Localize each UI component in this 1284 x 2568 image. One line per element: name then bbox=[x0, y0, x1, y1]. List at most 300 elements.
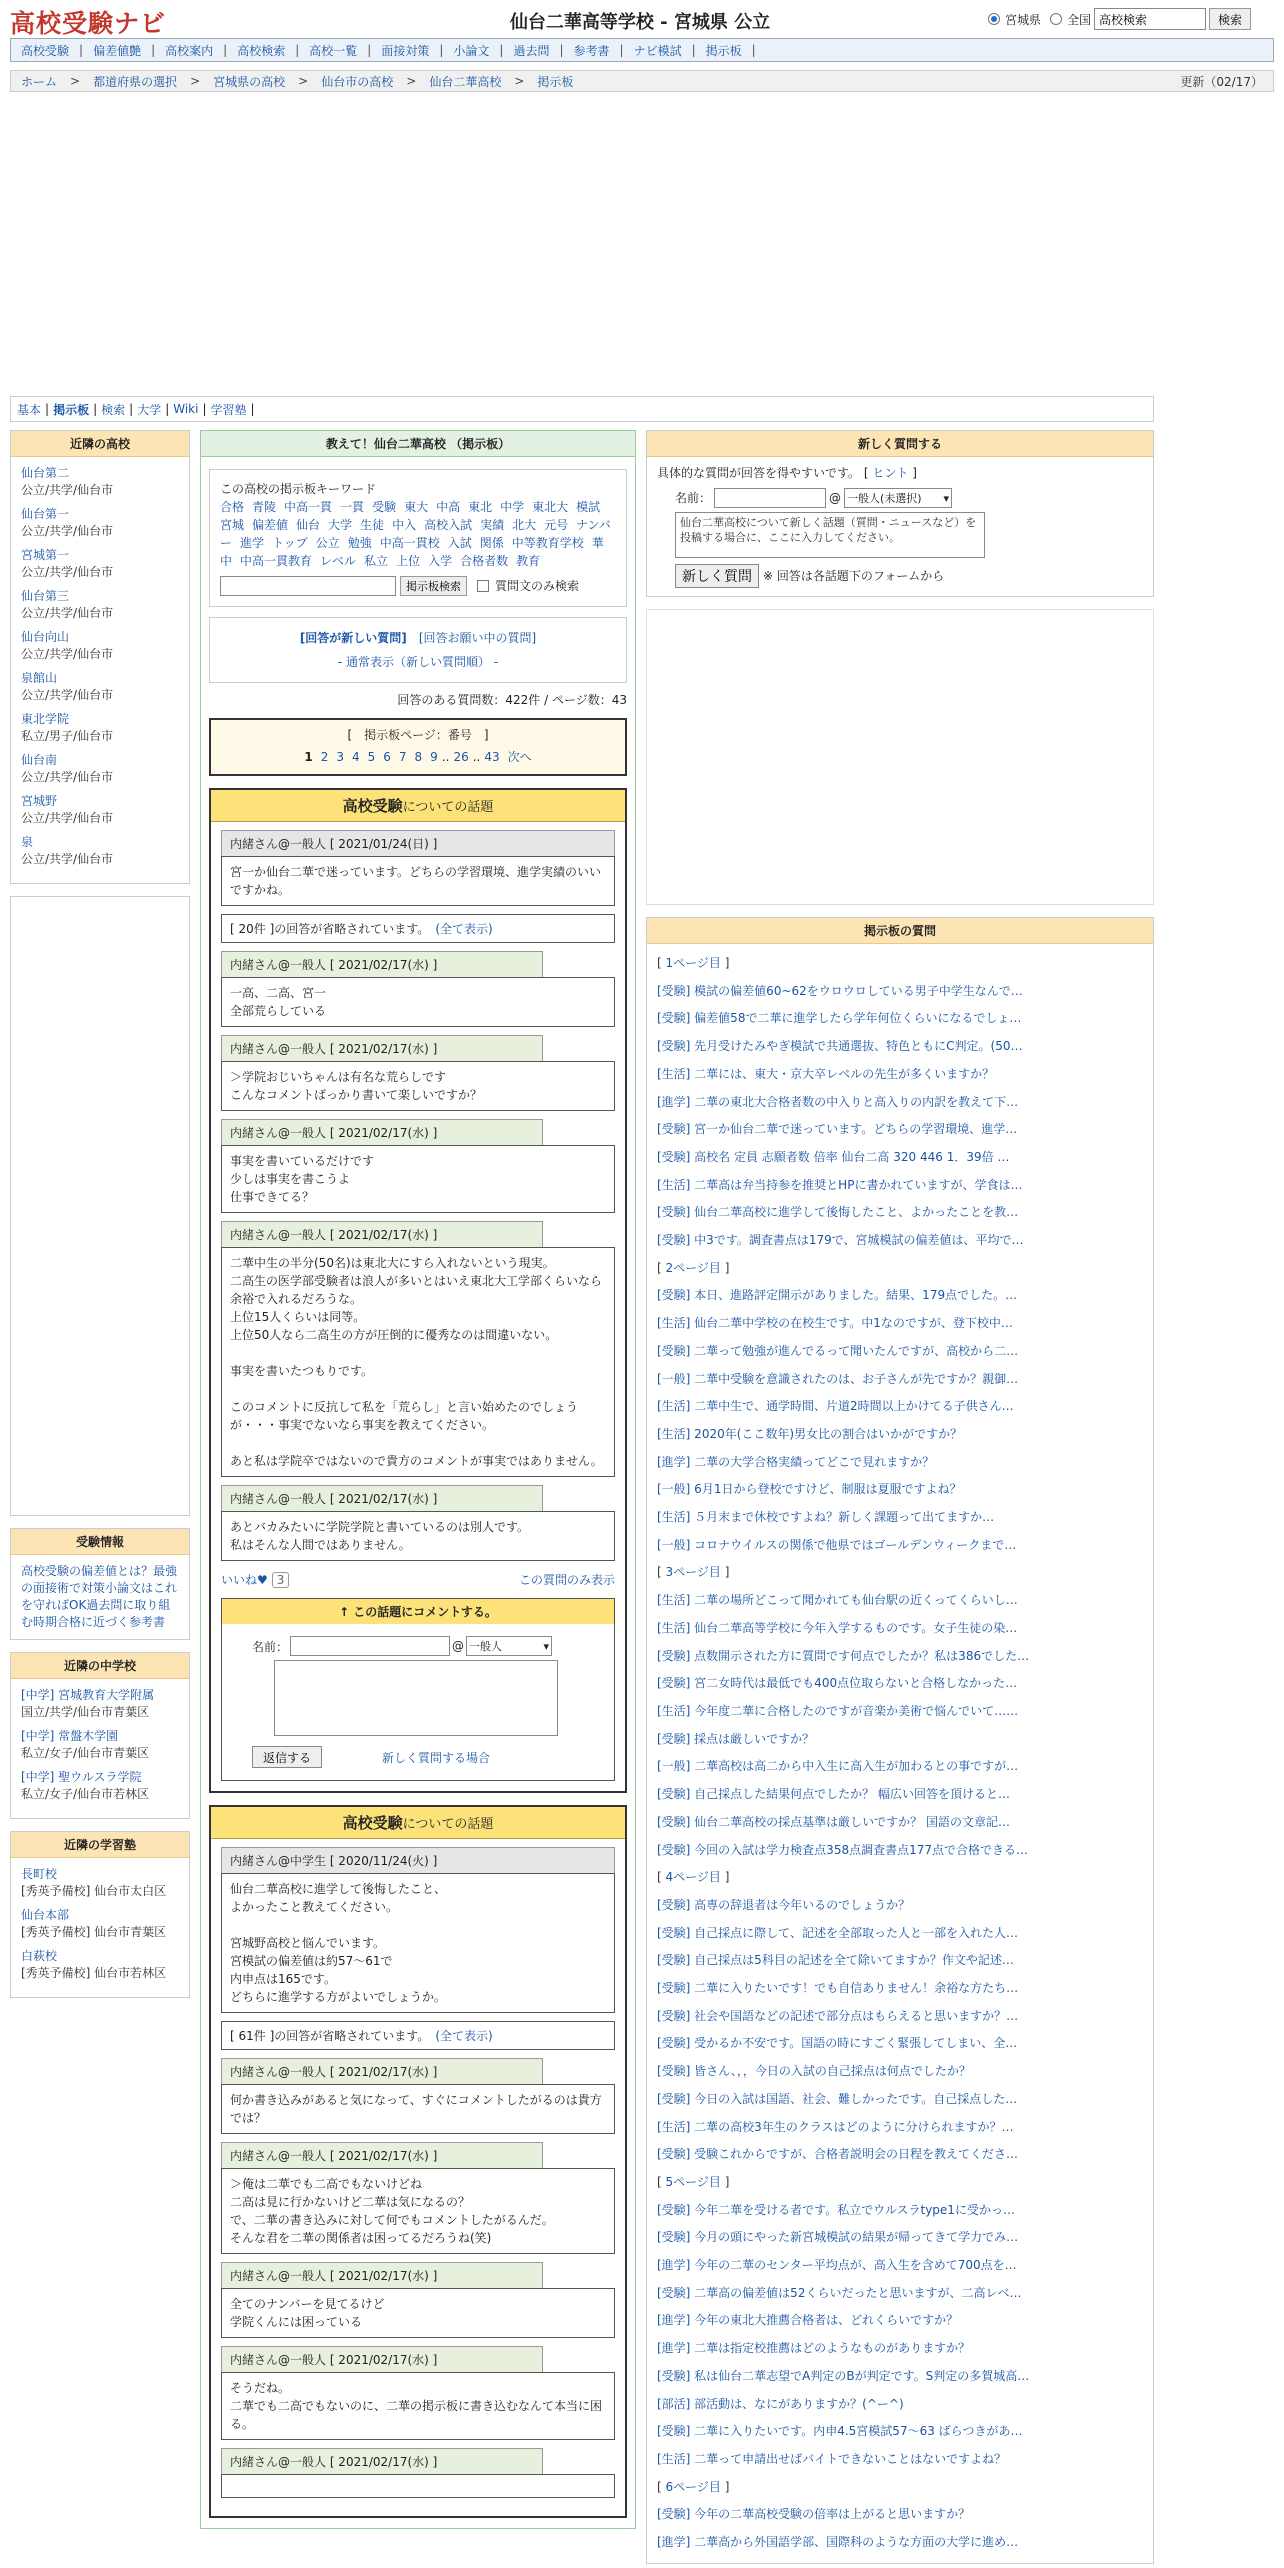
keyword-link[interactable]: 合格者数 bbox=[460, 554, 509, 568]
omitted-text: [ 61件 ]の回答が省略されています。 bbox=[230, 2029, 424, 2043]
post-header: 内緒さん@中学生 [ 2020/11/24(火) ] bbox=[221, 1847, 615, 1873]
near-juku-name[interactable]: 白萩校 bbox=[21, 1949, 58, 1963]
question-link[interactable]: [受験] 中3です。調査書点は179で、宮城模試の偏差値は、平均で… bbox=[657, 1233, 1024, 1248]
exam-info-link[interactable]: 合格に近づく参考書 bbox=[57, 1615, 166, 1629]
question-link[interactable]: [進学] 今年の二華のセンター平均点が、高入生を含めて700点を… bbox=[657, 2258, 1017, 2273]
first-post bbox=[221, 830, 615, 906]
tab-item[interactable]: 掲示板 bbox=[53, 402, 90, 417]
question-link[interactable]: [生活] 二華の場所どこって聞かれても仙台駅の近くってくらいし… bbox=[657, 1593, 1018, 1608]
question-link[interactable]: [生活] 二華高は弁当持参を推奨とHPに書かれていますが、学食は… bbox=[657, 1177, 1023, 1192]
tab-item[interactable]: 基本 bbox=[17, 402, 42, 417]
keyword-link[interactable]: レベル bbox=[320, 554, 357, 568]
keyword-link[interactable]: 大学 bbox=[328, 518, 353, 532]
separator: | bbox=[439, 43, 444, 57]
show-this-question[interactable]: この質問のみ表示 bbox=[518, 1573, 615, 1587]
keyword-link[interactable]: 受験 bbox=[372, 500, 397, 514]
comment-role-select[interactable]: 一般人 ▾ bbox=[466, 1636, 552, 1656]
question-link[interactable]: [受験] 今回の入試は学力検査点358点調査書点177点で合格できる… bbox=[657, 1842, 1028, 1857]
post-body: ＞俺は二華でも二高でもないけどね 二高は見に行かないけど二華は気になるの？ で、二華の書き込みに対して何でもコメントしたがるんだ。 そんな君を二華の関係者は困ってるだろうね(笑) bbox=[221, 2168, 615, 2254]
tab-item[interactable]: 学習塾 bbox=[210, 402, 247, 417]
keyword-link[interactable]: 勉強 bbox=[347, 536, 372, 550]
post-body: 仙台二華高校に進学して後悔したこと、 よかったこと教えてください。 宮城野高校と悩んでいます。 宮模試の偏差値は約57～61で 内申点は165です。 どちらに進学する方がよいでしょうか。 bbox=[221, 1873, 615, 2013]
keyword-link[interactable]: 宮城 bbox=[220, 518, 245, 532]
reply-post bbox=[221, 2142, 615, 2254]
near-jhs bbox=[21, 1728, 179, 1762]
separator: | bbox=[79, 43, 84, 57]
page-heading-link[interactable]: 5ページ目 bbox=[665, 2174, 721, 2189]
page-heading-link[interactable]: 2ページ目 bbox=[665, 1260, 721, 1275]
near-school bbox=[21, 793, 179, 827]
near-juku-title: 近隣の学習塾 bbox=[11, 1832, 189, 1858]
question-link[interactable]: [受験] 自己採点に際して、記述を全部取った人と一部を入れた人… bbox=[657, 1925, 1018, 1940]
question-link[interactable]: [進学] 二華の大学合格実績ってどこで見れますか？ bbox=[657, 1454, 935, 1469]
nav-item[interactable]: 小論文 bbox=[453, 43, 490, 58]
keyword-label: この高校の掲示板キーワード bbox=[220, 482, 377, 496]
question-link[interactable]: [部活] 部活動は、なにがありますか？(^ー^) bbox=[657, 2396, 904, 2411]
page-link[interactable]: 5 bbox=[367, 750, 376, 764]
question-only-checkbox[interactable] bbox=[477, 580, 489, 592]
near-school-name[interactable]: 宮城第一 bbox=[21, 548, 70, 562]
near-jhs bbox=[21, 1687, 179, 1721]
comment-form bbox=[221, 1598, 615, 1781]
radio-all[interactable] bbox=[1050, 13, 1062, 25]
near-school-name[interactable]: 宮城野 bbox=[21, 794, 58, 808]
new-question-link[interactable]: 新しく質問する場合 bbox=[382, 1750, 491, 1765]
near-jhs bbox=[21, 1769, 179, 1803]
post-body: 事実を書いているだけです 少しは事実を書こうよ 仕事できてる？ bbox=[221, 1145, 615, 1213]
question-link[interactable]: [受験] 受かるか不安です。国語の時にすごく緊張してしまい、全… bbox=[657, 2036, 1018, 2051]
question-link[interactable]: [受験] 今年の二華高校受験の倍率は上がると思いますか？ bbox=[657, 2507, 971, 2522]
near-school bbox=[21, 465, 179, 499]
search-button[interactable]: 検索 bbox=[1209, 8, 1251, 30]
question-link[interactable]: [受験] 高校名 定員 志願者数 倍率 仙台二高 320 446 1．39倍 … bbox=[657, 1149, 1010, 1164]
keyword-link[interactable]: 高校入試 bbox=[424, 518, 473, 532]
keyword-link[interactable]: 元号 bbox=[544, 518, 569, 532]
like-count: 3 bbox=[272, 1572, 290, 1588]
pager-title: [ 掲示板ページ：番号 ] bbox=[347, 728, 489, 742]
question-link[interactable]: [受験] 宮二女時代は最低でも400点位取らないと合格しなかった… bbox=[657, 1676, 1018, 1691]
sort-options bbox=[209, 617, 627, 683]
exam-info-title: 受験情報 bbox=[11, 1529, 189, 1555]
question-link[interactable]: [受験] 受験これからですが、合格者説明会の日程を教えてくださ… bbox=[657, 2147, 1019, 2162]
near-school-name[interactable]: 仙台南 bbox=[21, 753, 58, 767]
question-page-heading: [ 5ページ目 ] bbox=[657, 2174, 730, 2189]
question-count: 回答のある質問数：422件 / ページ数：43 bbox=[397, 693, 627, 707]
question-link[interactable]: [受験] 先月受けたみやぎ模試で共通選抜、特色ともにC判定。(50… bbox=[657, 1039, 1023, 1054]
show-all-link[interactable]: (全て表示) bbox=[435, 2029, 493, 2043]
page-link[interactable]: 9 bbox=[430, 750, 438, 764]
question-link[interactable]: [受験] 社会や国語などの記述で部分点はもらえると思いますか？… bbox=[657, 2008, 1019, 2023]
page-title: 仙台二華高等学校 - 宮城県 公立 bbox=[509, 12, 771, 33]
pager-ellipsis: .. bbox=[472, 750, 481, 764]
question-page-heading: [ 3ページ目 ] bbox=[657, 1565, 730, 1580]
question-link[interactable]: [受験] 私は仙台二華志望でA判定のBが判定です。S判定の多賀城高… bbox=[657, 2368, 1030, 2383]
near-school bbox=[21, 711, 179, 745]
keyword-link[interactable]: 華中 bbox=[220, 536, 604, 568]
near-juku bbox=[21, 1866, 179, 1900]
keyword-link[interactable]: 入試 bbox=[447, 536, 472, 550]
post-header: 内緒さん@一般人 [ 2021/02/17(水) ] bbox=[221, 2058, 543, 2084]
school-search-input[interactable] bbox=[1094, 8, 1206, 30]
nav-item[interactable]: 面接対策 bbox=[381, 43, 430, 58]
question-link[interactable]: [生活] 仙台二華高等学校に今年入学するものです。女子生徒の染… bbox=[657, 1620, 1018, 1635]
post-body: 二華中生の半分(50名)は東北大にすら入れないという現実。 二高生の医学部受験者は浪人が多いとはいえ東北大工学部くらいなら余裕で入れるだろうな。 上位15人くらいは同等。 上位50人なら二高生の方が圧倒的に優秀なのは間違いない。 事実を書いたつもりです。 このコメントに反抗して私を「荒らし」と言い始めたのでしょうが・・・事実でないなら事実を教えてください。 あと私は学院卒ではないので貴方のコメントが事実ではありません。 bbox=[221, 1247, 615, 1477]
global-nav bbox=[10, 38, 1274, 62]
keyword-link[interactable]: 北大 bbox=[512, 518, 537, 532]
question-link[interactable]: [受験] 二華に入りたいです。内申4.5宮模試57～63 ばらつきがあ… bbox=[657, 2424, 1023, 2439]
post-body: ＞学院おじいちゃんは有名な荒らしです こんなコメントばっかり書いて楽しいですか？ bbox=[221, 1061, 615, 1111]
near-schools-panel bbox=[10, 430, 190, 884]
post-header: 内緒さん@一般人 [ 2021/02/17(水) ] bbox=[221, 1485, 543, 1511]
question-link[interactable]: [生活] 仙台二華中学校の在校生です。中1なのですが、登下校中… bbox=[657, 1316, 1013, 1331]
keyword-link[interactable]: 教育 bbox=[516, 554, 541, 568]
keyword-link[interactable]: 中高一貫 bbox=[284, 500, 333, 514]
page-link[interactable]: 次へ bbox=[507, 750, 532, 764]
chevron-down-icon: ▾ bbox=[543, 1639, 550, 1653]
separator: | bbox=[129, 402, 134, 416]
board-search-input[interactable] bbox=[220, 576, 396, 596]
separator: | bbox=[45, 402, 50, 416]
separator: | bbox=[165, 402, 170, 416]
near-school-sub: 公立/共学/仙台市 bbox=[21, 811, 114, 825]
keyword-link[interactable]: 中高 bbox=[436, 500, 461, 514]
near-jhs-name[interactable]: [中学] 聖ウルスラ学院 bbox=[21, 1770, 142, 1784]
ad-space bbox=[646, 609, 1154, 905]
comment-name-input[interactable] bbox=[290, 1636, 450, 1656]
near-school-sub: 私立/男子/仙台市 bbox=[21, 729, 114, 743]
keyword-link[interactable]: 偏差値 bbox=[252, 518, 289, 532]
name-label: 名前： bbox=[675, 490, 712, 505]
reply-post bbox=[221, 2448, 615, 2498]
school-tabs bbox=[10, 396, 1154, 422]
name-label: 名前： bbox=[252, 1639, 289, 1654]
keyword-link[interactable]: 私立 bbox=[364, 554, 389, 568]
question-link[interactable]: [受験] 採点は厳しいですか？ bbox=[657, 1731, 815, 1746]
separator: > bbox=[190, 74, 201, 88]
nav-item[interactable]: 高校一覧 bbox=[309, 43, 358, 58]
updated-date: 更新（02/17） bbox=[1180, 74, 1263, 89]
near-school-name[interactable]: 仙台第二 bbox=[21, 466, 70, 480]
question-link[interactable]: [生活] ５月末まで休校ですよね？新しく課題って出てますか… bbox=[657, 1510, 995, 1525]
near-jhs-title: 近隣の中学校 bbox=[11, 1653, 189, 1679]
omitted-notice bbox=[221, 914, 615, 943]
near-school-name[interactable]: 東北学院 bbox=[21, 712, 70, 726]
new-question-panel: 新しく質問する 具体的な質問が回答を得やすいです。 [ ヒント ] 名前： @ 一般人(未選択) ▾ 仙台二華高校について新しく話題（質問・ニュースなど）を投稿する場合に、ここに入力してください。 新しく質問 ※ 回答は各話題下のフォームから bbox=[646, 430, 1154, 597]
site-logo[interactable]: 高校受験ナビ bbox=[10, 9, 167, 38]
question-link[interactable]: [受験] 二華高の偏差値は52くらいだったと思いますが、二高レベ… bbox=[657, 2285, 1022, 2300]
question-link[interactable]: [生活] 二華って申請出せばバイトできないことはないですよね？ bbox=[657, 2451, 1007, 2466]
near-school-name[interactable]: 仙台向山 bbox=[21, 630, 70, 644]
hint-link[interactable]: ヒント bbox=[872, 466, 909, 480]
breadcrumb bbox=[10, 70, 1274, 92]
question-link[interactable]: [一般] 6月1日から登校ですけど、制服は夏服ですよね？ bbox=[657, 1482, 962, 1497]
exam-info-link[interactable]: 小論文はこれを守ればOK bbox=[21, 1581, 178, 1612]
topic-suffix: についての話題 bbox=[402, 1817, 494, 1832]
reply-post bbox=[221, 951, 615, 1027]
reply-post bbox=[221, 2262, 615, 2338]
page-link[interactable]: 1 bbox=[304, 750, 313, 764]
question-list-title: 掲示板の質問 bbox=[647, 918, 1153, 944]
question-link[interactable]: [受験] 自己採点は5科目の記述を全て除いてますか？作文や記述… bbox=[657, 1953, 1014, 1968]
reply-post bbox=[221, 1035, 615, 1111]
nav-item[interactable]: 高校受験 bbox=[21, 43, 70, 58]
near-jhs-name[interactable]: [中学] 宮城教育大学附属 bbox=[21, 1688, 155, 1702]
post-body: 宮一か仙台二華で迷っています。どちらの学習環境、進学実績のいいですかね。 bbox=[221, 856, 615, 906]
question-link[interactable]: [生活] 2020年(ここ数年)男女比の割合はいかがですか？ bbox=[657, 1426, 963, 1441]
near-juku-sub: [秀英予備校] 仙台市太白区 bbox=[21, 1884, 167, 1898]
near-school-sub: 公立/共学/仙台市 bbox=[21, 606, 114, 620]
near-school bbox=[21, 506, 179, 540]
breadcrumb-item[interactable]: 掲示板 bbox=[537, 74, 574, 89]
keyword-link[interactable]: 入学 bbox=[428, 554, 453, 568]
separator: | bbox=[499, 43, 504, 57]
like-button[interactable]: いいね♥ bbox=[221, 1573, 268, 1587]
keyword-link[interactable]: 一貫 bbox=[340, 500, 365, 514]
breadcrumb-item[interactable]: 仙台二華高校 bbox=[429, 74, 502, 89]
topic-header bbox=[211, 1807, 625, 1839]
board-search bbox=[220, 576, 616, 596]
new-question-desc: 具体的な質問が回答を得やすいです。 bbox=[657, 466, 861, 480]
near-schools-title: 近隣の高校 bbox=[11, 431, 189, 457]
separator: > bbox=[514, 74, 525, 88]
near-school-sub: 公立/共学/仙台市 bbox=[21, 852, 114, 866]
near-jhs-name[interactable]: [中学] 常盤木学園 bbox=[21, 1729, 119, 1743]
post-header: 内緒さん@一般人 [ 2021/02/17(水) ] bbox=[221, 1035, 543, 1061]
nav-item[interactable]: 過去問 bbox=[513, 43, 550, 58]
page-link[interactable]: 4 bbox=[351, 750, 360, 764]
keyword-link[interactable]: 青陵 bbox=[252, 500, 277, 514]
keyword-link[interactable]: 東北大 bbox=[532, 500, 569, 514]
page-link[interactable]: 3 bbox=[336, 750, 344, 764]
keyword-link[interactable]: 模試 bbox=[576, 500, 601, 514]
question-link[interactable]: [受験] 今日の入試は国語、社会、難しかったです。自己採点した… bbox=[657, 2091, 1018, 2106]
near-school-sub: 公立/共学/仙台市 bbox=[21, 565, 114, 579]
keyword-link[interactable]: 中入 bbox=[392, 518, 417, 532]
post-body: そうだね。 二華でも二高でもないのに、二華の掲示板に書き込むなんて本当に困る。 bbox=[221, 2372, 615, 2440]
at-label: @ bbox=[452, 1639, 465, 1653]
keyword-link[interactable]: 中高一貫校 bbox=[379, 536, 440, 550]
near-school-sub: 公立/共学/仙台市 bbox=[21, 688, 114, 702]
near-jhs-sub: 私立/女子/仙台市若林区 bbox=[21, 1787, 150, 1801]
page-link[interactable]: 8 bbox=[414, 750, 423, 764]
keyword-link[interactable]: トップ bbox=[272, 536, 308, 550]
board-main bbox=[200, 430, 636, 2529]
separator: | bbox=[223, 43, 228, 57]
reply-post bbox=[221, 2058, 615, 2134]
question-link[interactable]: [進学] 今年の東北大推薦合格者は、どれくらいですか？ bbox=[657, 2313, 959, 2328]
question-link[interactable]: [受験] 今年二華を受ける者です。私立でウルスラtype1に受かっ… bbox=[657, 2202, 1015, 2217]
question-link[interactable]: [受験] 模試の偏差値60~62をウロウロしている男子中学生なんで… bbox=[657, 983, 1023, 998]
near-school-name[interactable]: 仙台第一 bbox=[21, 507, 70, 521]
breadcrumb-item[interactable]: 都道府県の選択 bbox=[93, 74, 178, 89]
question-link[interactable]: [受験] 仙台二華高校に進学して後悔したこと、よかったことを教… bbox=[657, 1205, 1019, 1220]
question-link[interactable]: [受験] 高専の辞退者は今年いるのでしょうか？ bbox=[657, 1897, 911, 1912]
question-link[interactable]: [受験] 今月の頭にやった新宮城模試の結果が帰ってきて学力でみ… bbox=[657, 2230, 1019, 2245]
near-school bbox=[21, 588, 179, 622]
post-header: 内緒さん@一般人 [ 2021/01/24(日) ] bbox=[221, 830, 615, 856]
page-link[interactable]: 2 bbox=[320, 750, 329, 764]
post-header: 内緒さん@一般人 [ 2021/02/17(水) ] bbox=[221, 2262, 543, 2288]
question-list-panel bbox=[646, 917, 1154, 2564]
newq-textarea[interactable]: 仙台二華高校について新しく話題（質問・ニュースなど）を投稿する場合に、ここに入力してください。 bbox=[675, 512, 985, 558]
question-link[interactable]: [受験] 点数開示された方に質問です何点でしたか？私は386でした… bbox=[657, 1648, 1030, 1663]
post-body: あとバカみたいに学院学院と書いているのは別人です。 私はそんな人間ではありません。 bbox=[221, 1511, 615, 1561]
breadcrumb-item[interactable]: 仙台市の高校 bbox=[321, 74, 394, 89]
keyword-link[interactable]: 上位 bbox=[396, 554, 421, 568]
nav-item[interactable]: 高校検索 bbox=[237, 43, 286, 58]
post-header: 内緒さん@一般人 [ 2021/02/17(水) ] bbox=[221, 2346, 543, 2372]
near-school-name[interactable]: 泉館山 bbox=[21, 671, 58, 685]
breadcrumb-item[interactable]: ホーム bbox=[21, 74, 58, 89]
reply-button[interactable]: 返信する bbox=[252, 1746, 322, 1768]
pager-ellipsis: .. bbox=[441, 750, 450, 764]
separator: > bbox=[70, 74, 81, 88]
comment-textarea[interactable] bbox=[274, 1660, 558, 1736]
reply-post bbox=[221, 1221, 615, 1477]
near-juku bbox=[21, 1948, 179, 1982]
post-header: 内緒さん@一般人 [ 2021/02/17(水) ] bbox=[221, 951, 543, 977]
near-jhs-sub: 私立/女子/仙台市青葉区 bbox=[21, 1746, 150, 1760]
question-link[interactable]: [生活] 二華の高校3年生のクラスはどのように分けられますか？… bbox=[657, 2119, 1014, 2134]
question-page-heading: [ 1ページ目 ] bbox=[657, 956, 730, 970]
post-body: 何か書き込みがあると気になって、すぐにコメントしたがるのは貴方では？ bbox=[221, 2084, 615, 2134]
first-post bbox=[221, 1847, 615, 2013]
question-link[interactable]: [受験] 二華って勉強が進んでるって聞いたんですが、高校から二… bbox=[657, 1343, 1019, 1358]
ad-space bbox=[10, 896, 190, 1516]
at-label: @ bbox=[829, 490, 842, 505]
keyword-link[interactable]: ナンバー bbox=[220, 518, 611, 550]
page-link[interactable]: 43 bbox=[484, 750, 500, 764]
separator: > bbox=[406, 74, 417, 88]
question-only-label: 質問文のみ検索 bbox=[495, 579, 580, 593]
exam-info-link[interactable]: 過去問に取り組む時期 bbox=[21, 1598, 171, 1629]
question-link[interactable]: [進学] 二華の東北大合格者数の中入りと高入りの内訳を教えて下… bbox=[657, 1094, 1019, 1109]
keyword-link[interactable]: 仙台 bbox=[296, 518, 321, 532]
near-school-name[interactable]: 泉 bbox=[21, 835, 34, 849]
radio-pref[interactable] bbox=[988, 13, 1000, 25]
radio-pref-label: 宮城県 bbox=[1005, 12, 1042, 27]
separator: | bbox=[367, 43, 372, 57]
page-link[interactable]: 7 bbox=[398, 750, 407, 764]
near-school-sub: 公立/共学/仙台市 bbox=[21, 524, 114, 538]
near-school bbox=[21, 629, 179, 663]
tab-item[interactable]: 大学 bbox=[137, 402, 162, 417]
keyword-link[interactable]: 東大 bbox=[404, 500, 429, 514]
newq-role-select[interactable]: 一般人(未選択) ▾ bbox=[844, 488, 952, 508]
nav-item[interactable]: 偏差値艶 bbox=[93, 43, 142, 58]
post-body bbox=[221, 2474, 615, 2498]
question-link[interactable]: [受験] 宮一か仙台二華で迷っています。どちらの学習環境、進学… bbox=[657, 1122, 1018, 1137]
submit-question-button[interactable]: 新しく質問 bbox=[675, 564, 759, 588]
breadcrumb-item[interactable]: 宮城県の高校 bbox=[213, 74, 286, 89]
topic-header bbox=[211, 790, 625, 822]
sort-request-answers[interactable]: [回答お願い中の質問] bbox=[418, 631, 537, 645]
exam-info-link[interactable]: 最強の面接術で対策 bbox=[21, 1564, 178, 1595]
sort-normal[interactable]: - 通常表示（新しい質問順） - bbox=[337, 655, 499, 669]
reply-post bbox=[221, 1485, 615, 1561]
question-link[interactable]: [進学] 二華高から外国語学部、国際科のような方面の大学に進め… bbox=[657, 2535, 1019, 2550]
omitted-notice bbox=[221, 2021, 615, 2050]
question-link[interactable]: [生活] 二華には、東大・京大卒レベルの先生が多くいますか？ bbox=[657, 1066, 995, 1081]
question-link[interactable]: [受験] 自己採点した結果何点でしたか？ 幅広い回答を頂けると… bbox=[657, 1787, 1010, 1802]
page-heading-link[interactable]: 4ページ目 bbox=[665, 1870, 721, 1885]
post-body: 一高、二高、宮一 全部荒らしている bbox=[221, 977, 615, 1027]
nav-item[interactable]: 参考書 bbox=[573, 43, 610, 58]
tab-item[interactable]: Wiki bbox=[173, 402, 199, 416]
chevron-down-icon: ▾ bbox=[943, 491, 950, 505]
separator: | bbox=[93, 402, 98, 416]
keyword-link[interactable]: 合格 bbox=[220, 500, 245, 514]
tab-item[interactable]: 検索 bbox=[101, 402, 126, 417]
question-link[interactable]: [受験] 二華に入りたいです！でも自信ありません！余裕な方たち… bbox=[657, 1981, 1019, 1996]
page-heading-link[interactable]: 1ページ目 bbox=[665, 956, 721, 970]
page-link[interactable]: 26 bbox=[453, 750, 469, 764]
question-page-heading: [ 4ページ目 ] bbox=[657, 1870, 730, 1885]
separator: | bbox=[295, 43, 300, 57]
separator: | bbox=[751, 43, 756, 57]
nav-item[interactable]: 高校案内 bbox=[165, 43, 214, 58]
question-link[interactable]: [生活] 今年度二華に合格したのですが音楽か美術で悩んでいて…… bbox=[657, 1703, 1019, 1718]
keyword-link[interactable]: 進学 bbox=[240, 536, 265, 550]
near-juku-name[interactable]: 仙台本部 bbox=[21, 1908, 70, 1922]
near-school-sub: 公立/共学/仙台市 bbox=[21, 647, 114, 661]
newq-name-input[interactable] bbox=[714, 488, 826, 508]
question-link[interactable]: [受験] 皆さん、，，今日の入試の自己採点は何点でしたか？ bbox=[657, 2064, 971, 2079]
question-link[interactable]: [受験] 仙台二華高校の採点基準は厳しいですか？ 国語の文章記… bbox=[657, 1814, 1010, 1829]
keyword-link[interactable]: 中等教育学校 bbox=[511, 536, 584, 550]
sort-new-answers[interactable]: [回答が新しい質問] bbox=[299, 631, 407, 645]
keyword-link[interactable]: 中高一貫教育 bbox=[240, 554, 313, 568]
keyword-list bbox=[220, 498, 616, 570]
keyword-link[interactable]: 実績 bbox=[480, 518, 505, 532]
near-juku-name[interactable]: 長町校 bbox=[21, 1867, 58, 1881]
question-link[interactable]: [一般] 二華中受験を意識されたのは、お子さんが先ですか？親御… bbox=[657, 1371, 1019, 1386]
keyword-link[interactable]: 関係 bbox=[479, 536, 504, 550]
left-sidebar bbox=[10, 430, 190, 2010]
near-school bbox=[21, 547, 179, 581]
topic-word: 高校受験 bbox=[342, 797, 403, 815]
nav-item[interactable]: ナビ模試 bbox=[633, 43, 682, 58]
near-juku-sub: [秀英予備校] 仙台市青葉区 bbox=[21, 1925, 167, 1939]
keyword-box bbox=[209, 469, 627, 607]
keyword-link[interactable]: 生徒 bbox=[360, 518, 385, 532]
nav-item[interactable]: 掲示板 bbox=[705, 43, 742, 58]
question-link[interactable]: [一般] コロナウイルスの関係で他県ではゴールデンウィークまで… bbox=[657, 1537, 1017, 1552]
question-link[interactable]: [生活] 二華中生で、通学時間、片道2時間以上かけてる子供さん… bbox=[657, 1399, 1014, 1414]
keyword-link[interactable]: 公立 bbox=[315, 536, 340, 550]
board-search-button[interactable]: 掲示板検索 bbox=[400, 576, 467, 596]
page-link[interactable]: 6 bbox=[383, 750, 391, 764]
show-all-link[interactable]: (全て表示) bbox=[435, 922, 493, 936]
post-header: 内緒さん@一般人 [ 2021/02/17(水) ] bbox=[221, 1119, 543, 1145]
keyword-link[interactable]: 中学 bbox=[500, 500, 525, 514]
question-link[interactable]: [一般] 二華高校は高二から中入生に高入生が加わるとの事ですが… bbox=[657, 1759, 1019, 1774]
reply-post bbox=[221, 1119, 615, 1213]
exam-info-link[interactable]: 高校受験の偏差値とは？ bbox=[21, 1564, 154, 1578]
keyword-link[interactable]: 東北 bbox=[468, 500, 493, 514]
near-school bbox=[21, 670, 179, 704]
post-body: 全てのナンバーを見てるけど 学院くんには困っている bbox=[221, 2288, 615, 2338]
page-heading-link[interactable]: 6ページ目 bbox=[665, 2479, 721, 2494]
page-heading-link[interactable]: 3ページ目 bbox=[665, 1565, 721, 1580]
near-jhs-sub: 国立/共学/仙台市青葉区 bbox=[21, 1705, 150, 1719]
near-juku-panel bbox=[10, 1831, 190, 1998]
question-link[interactable]: [進学] 二華は指定校推薦はどのようなものがありますか？ bbox=[657, 2341, 971, 2356]
question-link[interactable]: [受験] 本日、進路評定開示がありました。結果、179点でした。… bbox=[657, 1288, 1018, 1303]
near-school-name[interactable]: 仙台第三 bbox=[21, 589, 70, 603]
board-title: 教えて！仙台二華高校 （掲示板） bbox=[201, 430, 635, 457]
question-link[interactable]: [受験] 偏差値58で二華に進学したら学年何位くらいになるでしょ… bbox=[657, 1011, 1022, 1026]
